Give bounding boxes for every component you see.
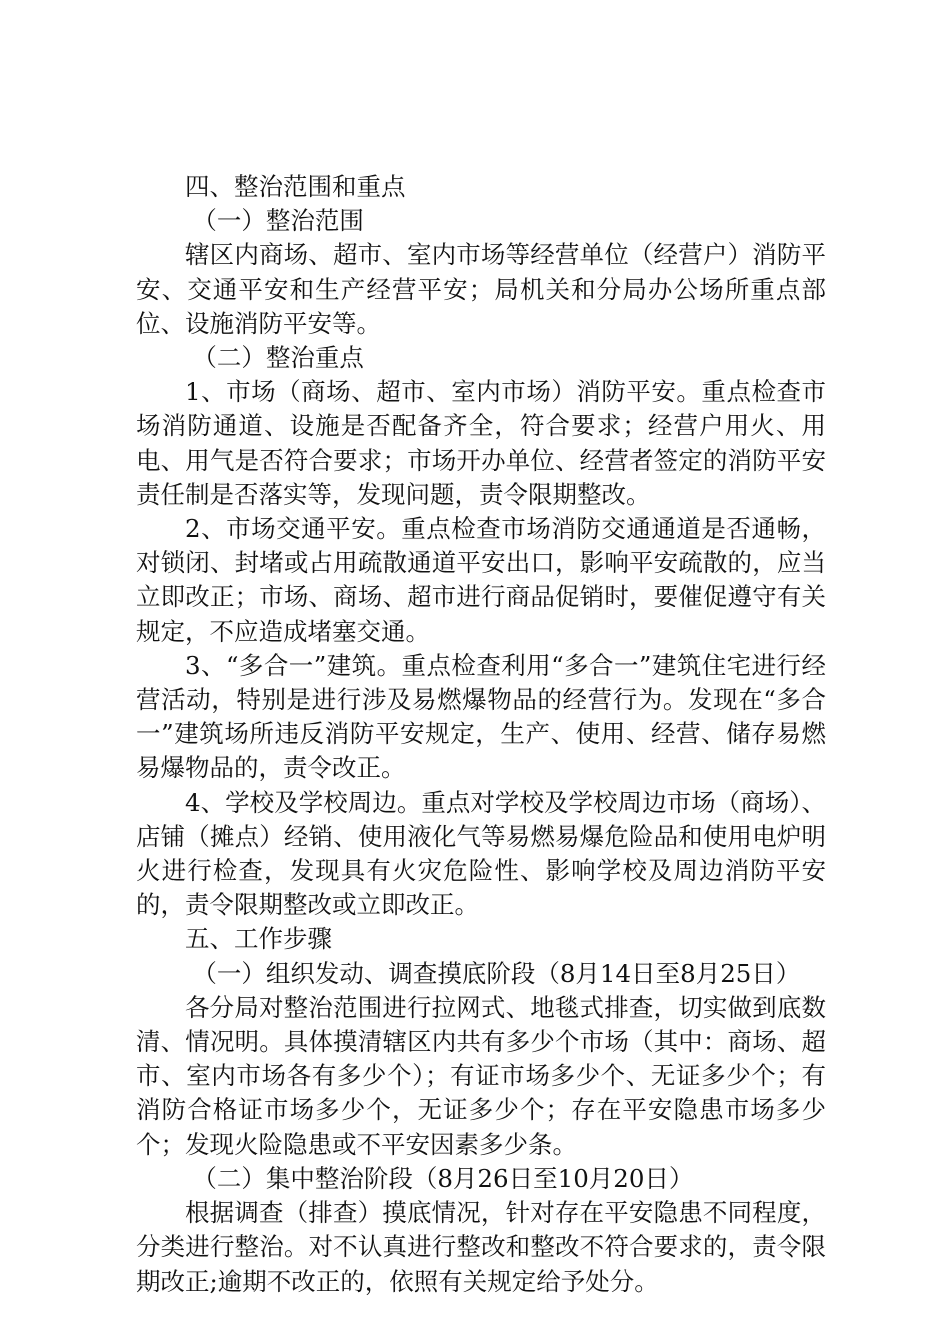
paragraph-focus-2: 2、市场交通平安。重点检查市场消防交通通道是否通畅，对锁闭、封堵或占用疏散通道平安出口，影响平安疏散的，应当立即改正；市场、商场、超市进行商品促销时，要催促遵守有关规定，不应造成堵塞交通。 (136, 514, 826, 646)
paragraph-step-1: 各分局对整治范围进行拉网式、地毯式排查，切实做到底数清、情况明。具体摸清辖区内共有多少个市场（其中：商场、超市、室内市场各有多少个）；有证市场多少个、无证多少个；有消防合格证市场多少个，无证多少个；存在平安隐患市场多少个；发现火险隐患或不平安因素多少条。 (136, 992, 826, 1159)
paragraph-step-2: 根据调查（排查）摸底情况，针对存在平安隐患不同程度，分类进行整治。对不认真进行整改和整改不符合要求的，责令限期改正;逾期不改正的，依照有关规定给予处分。 (136, 1198, 826, 1296)
paragraph-focus-1: 1、市场（商场、超市、室内市场）消防平安。重点检查市场消防通道、设施是否配备齐全，符合要求；经营户用火、用电、用气是否符合要求；市场开办单位、经营者签定的消防平安责任制是否落实等，发现问题，责令限期整改。 (136, 377, 826, 509)
subheading-step-2: （二）集中整治阶段（8月26日至10月20日） (192, 1163, 694, 1193)
subheading-step-1: （一）组织发动、调查摸底阶段（8月14日至8月25日） (192, 958, 801, 988)
document-body (136, 170, 826, 1299)
paragraph-focus-3: 3、“多合一”建筑。重点检查利用“多合一”建筑住宅进行经营活动，特别是进行涉及易燃爆物品的经营行为。发现在“多合一”建筑场所违反消防平安规定，生产、使用、经营、储存易燃易爆物品的，责令改正。 (136, 650, 826, 783)
paragraph-scope: 辖区内商场、超市、室内市场等经营单位（经营户）消防平安、交通平安和生产经营平安；局机关和分局办公场所重点部位、设施消防平安等。 (136, 240, 826, 338)
subheading-focus: （二）整治重点 (192, 343, 364, 373)
section-heading-steps: 五、工作步骤 (185, 924, 332, 954)
paragraph-focus-4: 4、学校及学校周边。重点对学校及学校周边市场（商场）、店铺（摊点）经销、使用液化气等易燃易爆危险品和使用电炉明火进行检查，发现具有火灾危险性、影响学校及周边消防平安的，责令限期整改或立即改正。 (136, 787, 826, 920)
section-heading-scope: 四、整治范围和重点 (185, 172, 406, 201)
subheading-scope: （一）整治范围 (192, 206, 364, 236)
